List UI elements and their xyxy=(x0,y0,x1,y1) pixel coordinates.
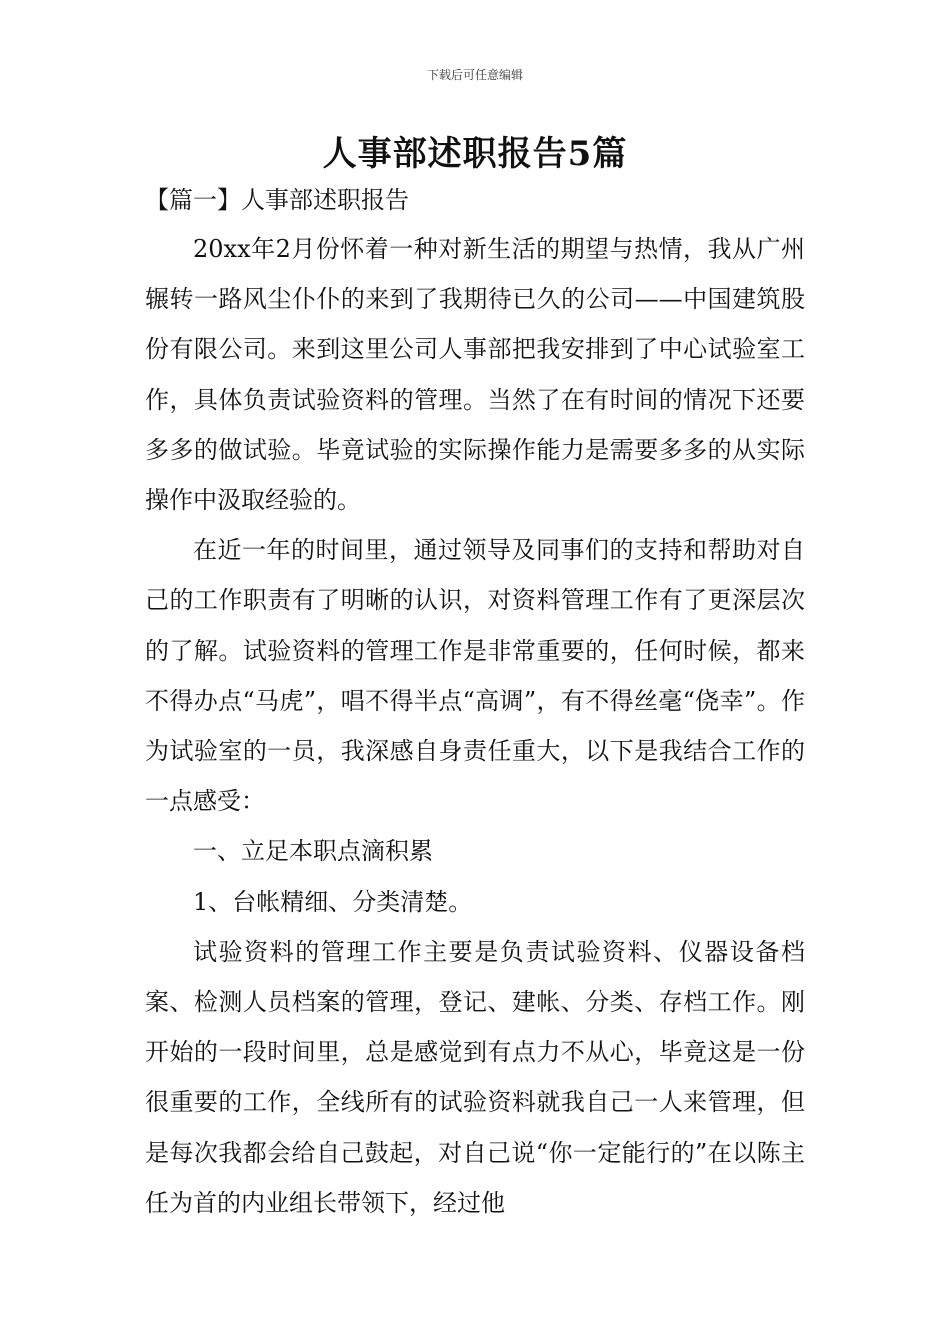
body-text xyxy=(145,224,805,1228)
paragraph-1: 20xx年2月份怀着一种对新生活的期望与热情，我从广州辗转一路风尘仆仆的来到了我期待已久的公司——中国建筑股份有限公司。来到这里公司人事部把我安排到了中心试验室工作，具体负责试验资料的管理。当然了在有时间的情况下还要多多的做试验。毕竟试验的实际操作能力是需要多多的从实际操作中汲取经验的。 xyxy=(145,235,805,515)
header-note: 下载后可任意编辑 xyxy=(426,68,523,82)
subheading-1: 一、立足本职点滴积累 xyxy=(193,837,433,866)
paragraph-2: 在近一年的时间里，通过领导及同事们的支持和帮助对自己的工作职责有了明晰的认识，对资料管理工作有了更深层次的了解。试验资料的管理工作是非常重要的，任何时候，都来不得办点“马虎”，唱不得半点“高调”，有不得丝毫“侥幸”。作为试验室的一员，我深感自身责任重大，以下是我结合工作的一点感受： xyxy=(145,536,805,816)
document-title: 人事部述职报告5篇 xyxy=(322,134,628,174)
paragraph-3: 试验资料的管理工作主要是负责试验资料、仪器设备档案、检测人员档案的管理，登记、建帐、分类、存档工作。刚开始的一段时间里，总是感觉到有点力不从心，毕竟这是一份很重要的工作，全线所有的试验资料就我自己一人来管理，但是每次我都会给自己鼓起，对自己说“你一定能行的”在以陈主任为首的内业组长带领下，经过他 xyxy=(145,937,805,1217)
subheading-1-1: 1、台帐精细、分类清楚。 xyxy=(193,887,473,916)
section-heading: 【篇一】人事部述职报告 xyxy=(145,186,409,214)
